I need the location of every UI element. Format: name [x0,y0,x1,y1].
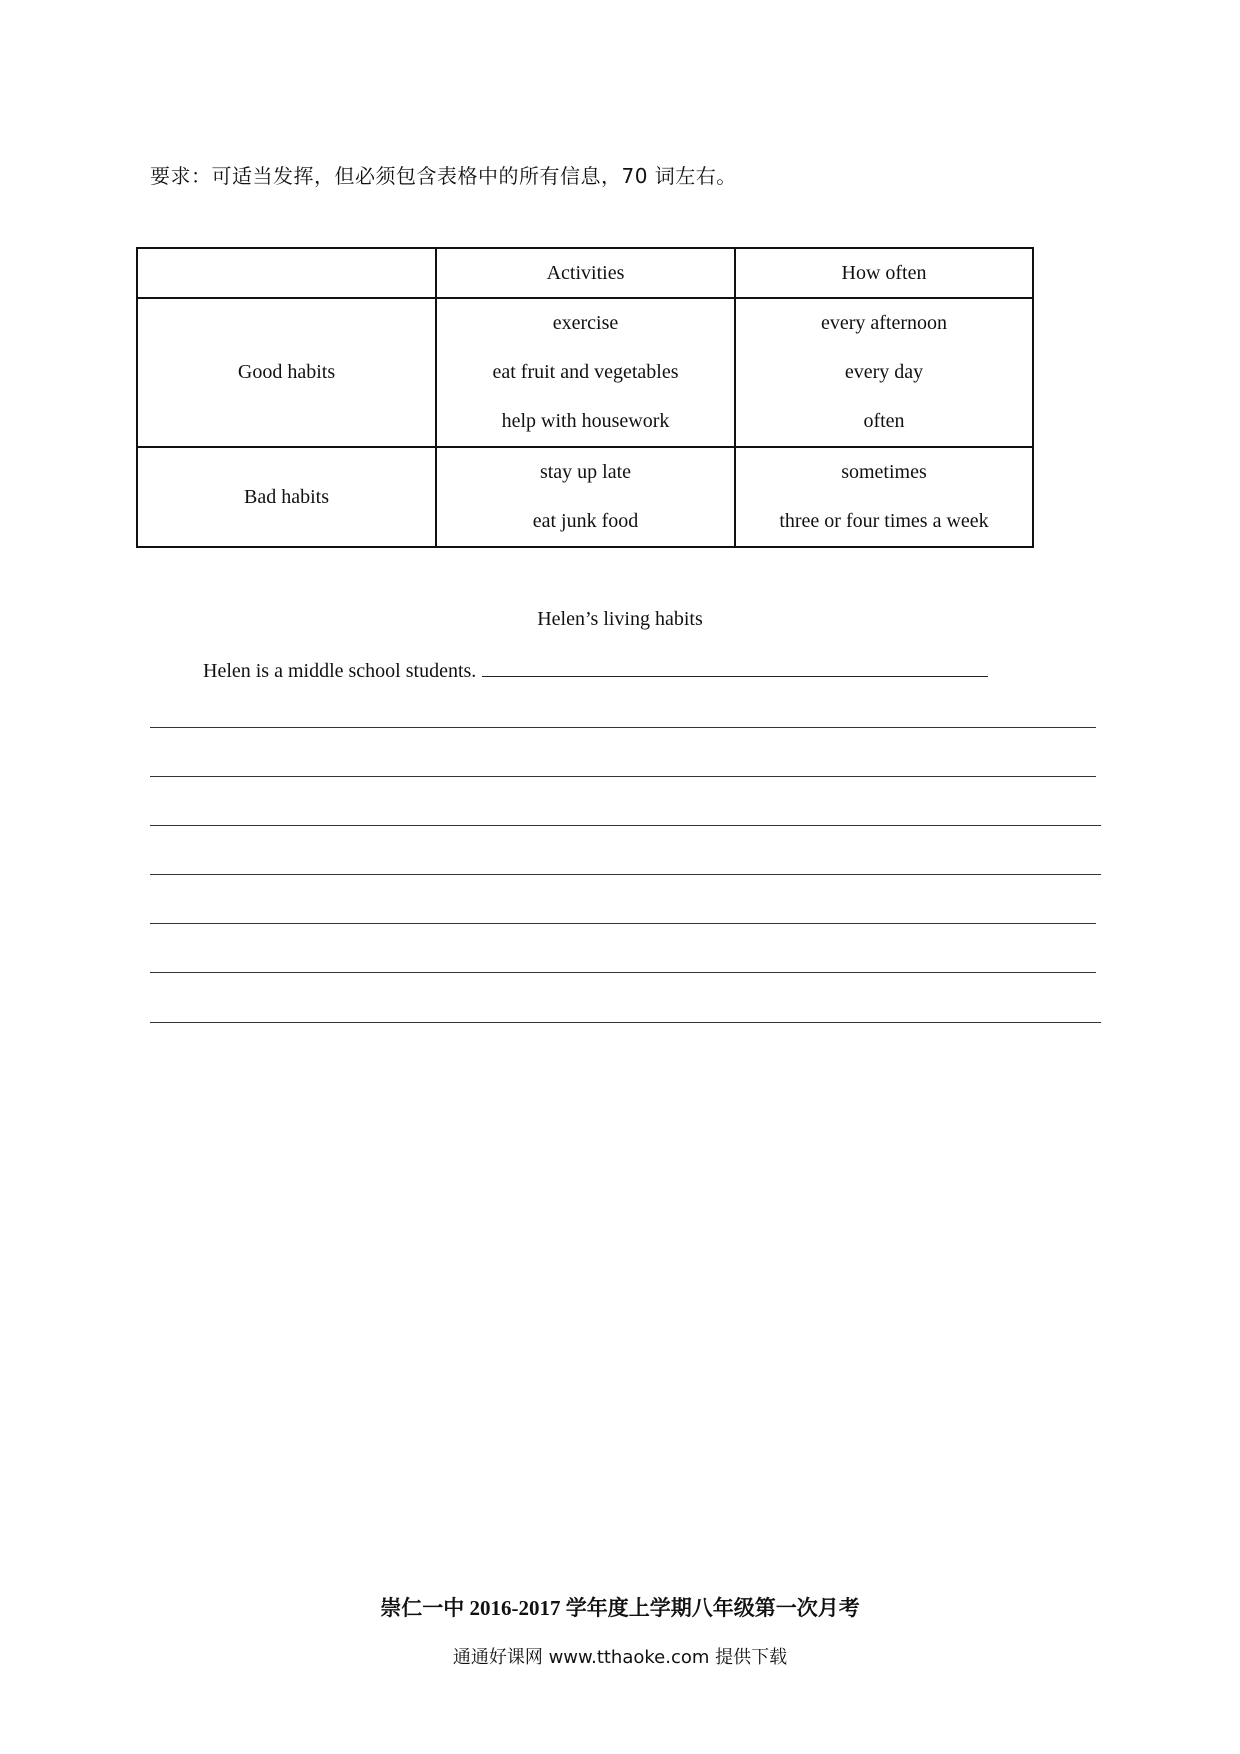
source-note: 通通好课网 www.tthaoke.com 提供下载 [452,1647,788,1668]
requirement-text: 要求：可适当发挥，但必须包含表格中的所有信息，70 词左右。 [150,164,737,188]
activity-item: stay up late [539,461,632,483]
frequency-item: often [863,410,905,432]
frequency-item: three or four times a week [779,510,989,532]
essay-opening-line [203,658,988,683]
bad-activities-cell [436,447,735,547]
table-row [137,447,1033,547]
good-activities-cell [436,298,735,447]
table-row [137,298,1033,447]
essay-title: Helen’s living habits [537,608,703,630]
writing-line[interactable] [150,1022,1101,1023]
habits-table [136,247,1034,548]
exam-title: 崇仁一中 2016-2017 学年度上学期八年级第一次月考 [380,1596,860,1620]
writing-blank-line[interactable] [482,658,988,677]
frequency-item: every afternoon [820,312,948,334]
activity-item: eat fruit and vegetables [492,361,679,383]
bad-frequency-cell [735,447,1033,547]
writing-line[interactable] [150,776,1096,777]
writing-line[interactable] [150,923,1096,924]
frequency-item: sometimes [841,461,927,483]
activity-item: exercise [552,312,619,334]
writing-line[interactable] [150,727,1096,728]
row-label-good-habits: Good habits [137,298,436,447]
activity-item: eat junk food [532,510,639,532]
header-activities: Activities [436,248,735,298]
header-how-often: How often [735,248,1033,298]
writing-line[interactable] [150,972,1096,973]
table-header-row [137,248,1033,298]
good-frequency-cell [735,298,1033,447]
activity-item: help with housework [501,410,670,432]
frequency-item: every day [844,361,924,383]
writing-line[interactable] [150,825,1101,826]
header-empty [137,248,436,298]
writing-line[interactable] [150,874,1101,875]
essay-opening-text: Helen is a middle school students. [203,660,477,682]
row-label-bad-habits: Bad habits [137,447,436,547]
